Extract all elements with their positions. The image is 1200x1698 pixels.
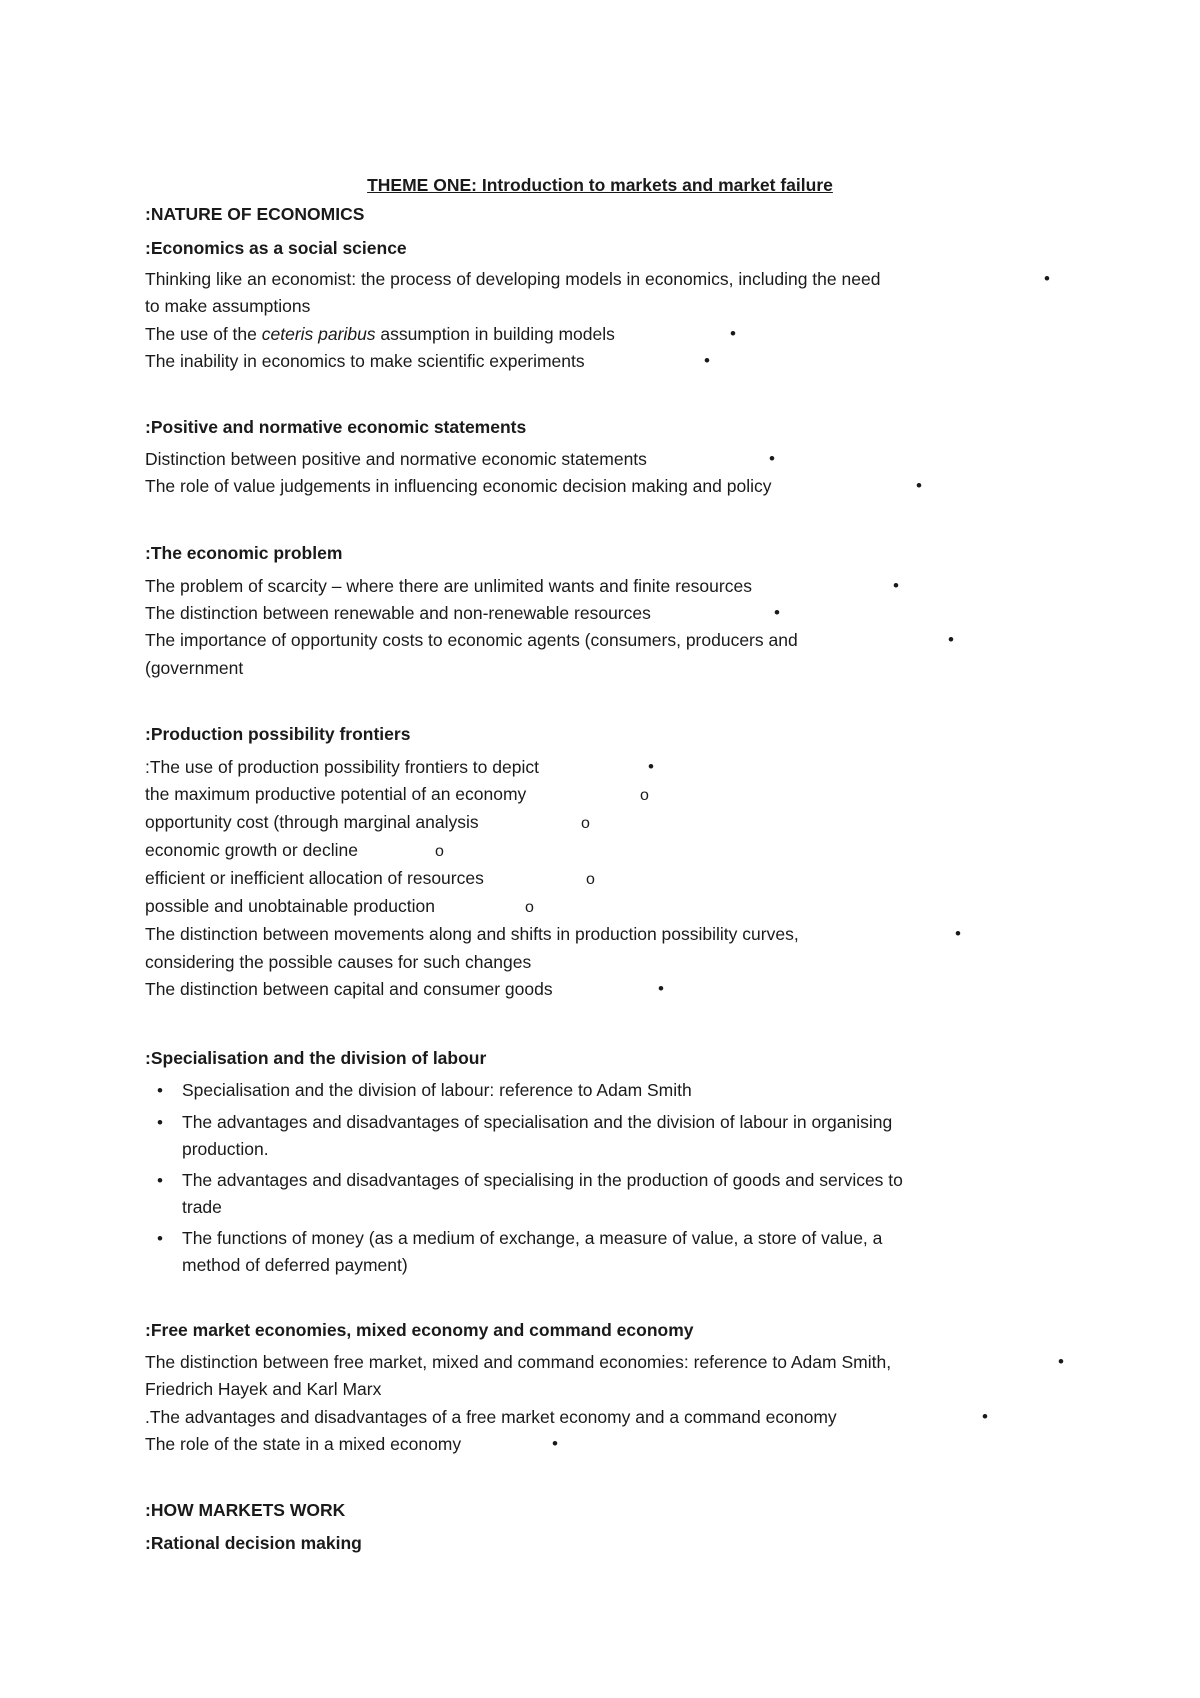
item-thinking-economist: Thinking like an economist: the process of developing models in economics, including the need (145, 269, 881, 289)
section-heading-markets: :HOW MARKETS WORK (145, 1500, 346, 1520)
item-renewable: The distinction between renewable and non-renewable resources (145, 603, 651, 623)
list-item-specialising-trade: The advantages and disadvantages of specialising in the production of goods and services to (182, 1170, 903, 1190)
subitem-growth-decline: economic growth or decline (145, 840, 359, 860)
bullet-icon: • (157, 1229, 163, 1248)
bullet-icon: • (982, 1407, 988, 1426)
item-value-judgements: The role of value judgements in influencing economic decision making and policy (145, 476, 772, 496)
item-opportunity-costs-cont: (government (145, 658, 244, 678)
list-item-functions-money-cont: method of deferred payment) (182, 1255, 408, 1275)
bullet-icon: • (157, 1081, 163, 1100)
bullet-icon: • (157, 1113, 163, 1132)
subheading-rational-decision: :Rational decision making (145, 1533, 362, 1553)
bullet-icon: • (704, 351, 710, 370)
subheading-positive-normative: :Positive and normative economic statements (145, 417, 527, 437)
item-scientific-experiments: The inability in economics to make scientific experiments (145, 351, 585, 371)
circle-bullet-icon: o (525, 899, 534, 916)
item-ceteris-paribus: The use of the ceteris paribus assumption in building models (145, 324, 615, 344)
bullet-icon: • (916, 476, 922, 495)
list-item-division-labour: The advantages and disadvantages of specialisation and the division of labour in organising (182, 1112, 893, 1132)
bullet-icon: • (769, 449, 775, 468)
subheading-specialisation: :Specialisation and the division of labour (145, 1048, 487, 1068)
item-capital-consumer: The distinction between capital and consumer goods (145, 979, 553, 999)
subheading-economies: :Free market economies, mixed economy and command economy (145, 1320, 694, 1340)
bullet-icon: • (1058, 1352, 1064, 1371)
bullet-icon: • (658, 979, 664, 998)
section-heading-nature: :NATURE OF ECONOMICS (145, 204, 365, 224)
item-state-role: The role of the state in a mixed economy (145, 1434, 462, 1454)
bullet-icon: • (893, 576, 899, 595)
subheading-ppf: :Production possibility frontiers (145, 724, 411, 744)
list-item-specialising-trade-cont: trade (182, 1197, 222, 1217)
bullet-icon: • (948, 630, 954, 649)
circle-bullet-icon: o (435, 843, 444, 860)
page-title: THEME ONE: Introduction to markets and market failure (367, 175, 833, 195)
item-movements-shifts-cont: considering the possible causes for such changes (145, 952, 532, 972)
bullet-icon: • (552, 1434, 558, 1453)
subitem-productive-potential: the maximum productive potential of an economy (145, 784, 527, 804)
circle-bullet-icon: o (640, 787, 649, 804)
subitem-allocation: efficient or inefficient allocation of resources (145, 868, 484, 888)
circle-bullet-icon: o (581, 815, 590, 832)
subheading-social-science: :Economics as a social science (145, 238, 407, 258)
bullet-icon: • (648, 757, 654, 776)
item-free-vs-command: .The advantages and disadvantages of a free market economy and a command economy (145, 1407, 837, 1427)
item-economies-distinction: The distinction between free market, mixed and command economies: reference to Adam Smith, (145, 1352, 892, 1372)
list-item-adam-smith: Specialisation and the division of labour: reference to Adam Smith (182, 1080, 692, 1100)
subitem-possible-production: possible and unobtainable production (145, 896, 435, 916)
bullet-icon: • (1044, 269, 1050, 288)
item-movements-shifts: The distinction between movements along and shifts in production possibility curves, (145, 924, 799, 944)
item-positive-normative: Distinction between positive and normative economic statements (145, 449, 647, 469)
subitem-opportunity-cost: opportunity cost (through marginal analysis (145, 812, 479, 832)
item-scarcity: The problem of scarcity – where there are unlimited wants and finite resources (145, 576, 752, 596)
item-thinking-economist-cont: to make assumptions (145, 296, 311, 316)
bullet-icon: • (730, 324, 736, 343)
item-ppf-use: :The use of production possibility frontiers to depict (145, 757, 539, 777)
list-item-division-labour-cont: production. (182, 1139, 269, 1159)
bullet-icon: • (157, 1171, 163, 1190)
bullet-icon: • (955, 924, 961, 943)
circle-bullet-icon: o (586, 871, 595, 888)
bullet-icon: • (774, 603, 780, 622)
subheading-economic-problem: :The economic problem (145, 543, 343, 563)
list-item-functions-money: The functions of money (as a medium of exchange, a measure of value, a store of value, a (182, 1228, 883, 1248)
item-opportunity-costs: The importance of opportunity costs to economic agents (consumers, producers and (145, 630, 798, 650)
item-economies-distinction-cont: Friedrich Hayek and Karl Marx (145, 1379, 382, 1399)
